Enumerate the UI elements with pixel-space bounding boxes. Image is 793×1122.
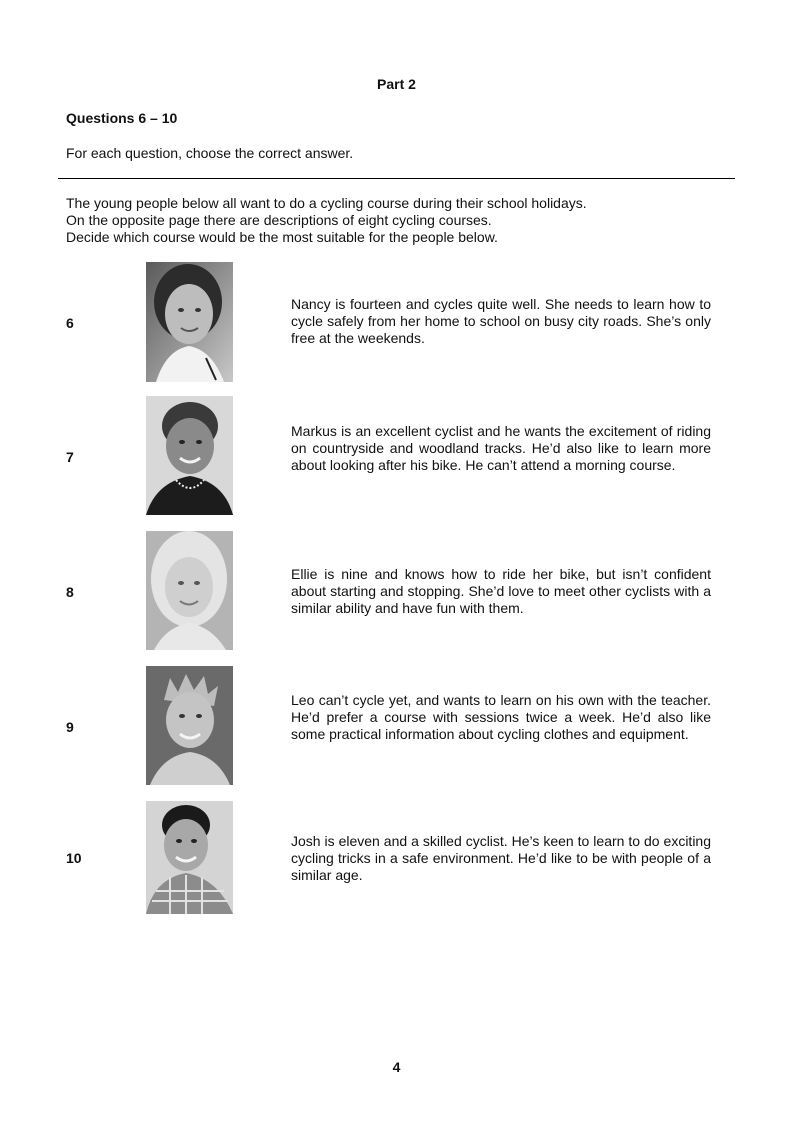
question-number: 7 xyxy=(66,449,74,465)
person-description: Markus is an excellent cyclist and he wants the excitement of riding on countryside and woodland tracks. He’d also like to learn more about looking after his bike. He can’t attend a morning course. xyxy=(291,423,711,473)
intro-text xyxy=(66,195,587,246)
person-description: Nancy is fourteen and cycles quite well. She needs to learn how to cycle safely from her home to school on busy city roads. She’s only free at the weekends. xyxy=(291,296,711,346)
person-description: Leo can’t cycle yet, and wants to learn on his own with the teacher. He’d prefer a course with sessions twice a week. He’d also like some practical information about cycling clothes and equipment. xyxy=(291,692,711,742)
question-number: 6 xyxy=(66,315,74,331)
question-number: 10 xyxy=(66,850,82,866)
person-description: Ellie is nine and knows how to ride her bike, but isn’t confident about starting and stopping. She’d love to meet other cyclists with a similar ability and have fun with them. xyxy=(291,566,711,616)
question-number: 8 xyxy=(66,584,74,600)
instruction-text: For each question, choose the correct answer. xyxy=(66,145,354,161)
divider xyxy=(58,178,735,179)
portrait-photo xyxy=(146,801,233,914)
question-number: 9 xyxy=(66,719,74,735)
questions-heading: Questions 6 – 10 xyxy=(66,110,178,126)
portrait-photo xyxy=(146,262,233,382)
intro-line: The young people below all want to do a cycling course during their school holidays. xyxy=(66,195,587,211)
portrait-photo xyxy=(146,396,233,515)
person-description: Josh is eleven and a skilled cyclist. He’s keen to learn to do exciting cycling tricks in a safe environment. He’d like to be with people of a similar age. xyxy=(291,833,711,883)
intro-line: On the opposite page there are descriptions of eight cycling courses. xyxy=(66,212,492,228)
page-number: 4 xyxy=(392,1059,401,1075)
part-title: Part 2 xyxy=(377,76,416,92)
intro-line: Decide which course would be the most suitable for the people below. xyxy=(66,229,498,245)
portrait-photo xyxy=(146,666,233,785)
portrait-photo xyxy=(146,531,233,650)
